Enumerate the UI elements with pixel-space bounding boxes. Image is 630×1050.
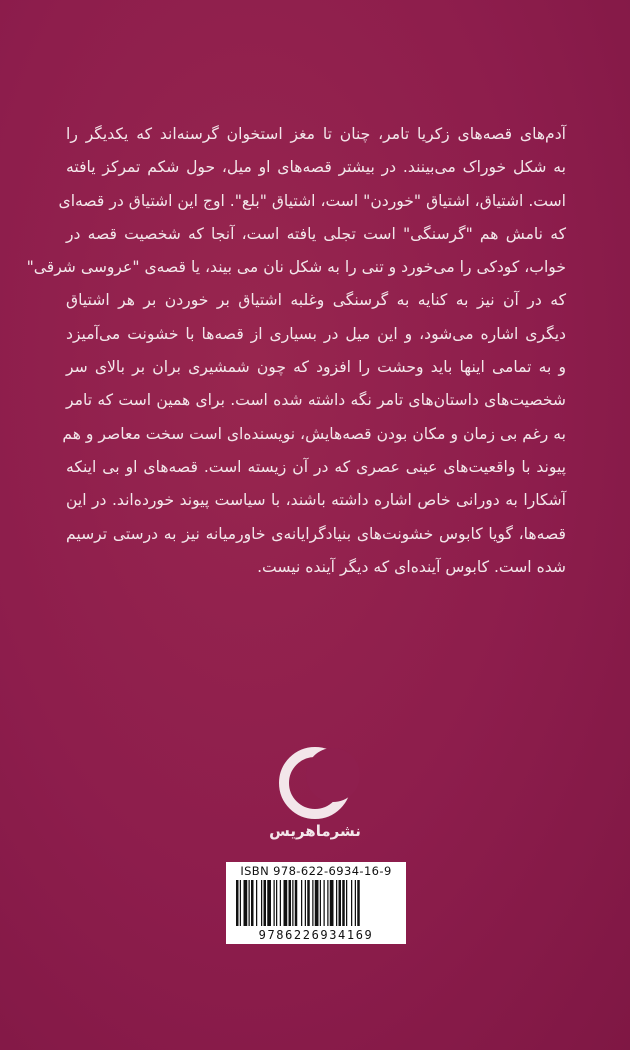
barcode-bar xyxy=(295,880,298,926)
barcode-bar xyxy=(330,880,334,926)
barcode-bar xyxy=(312,880,313,926)
barcode-bar xyxy=(276,880,277,926)
blurb-line: قصه‌ها، گویا کابوس خشونت‌های بنیادگرایانه‌ی خاورمیانه نیز به درستی ترسیم xyxy=(66,524,566,543)
barcode-bar xyxy=(256,880,257,926)
blurb-line: که در آن نیز به کنایه به گرسنگی وغلبه اشتیاق بر خوردن بر هر اشتیاق xyxy=(66,291,566,310)
barcode-bar xyxy=(251,880,254,926)
barcode-bar xyxy=(305,880,306,926)
barcode-bar xyxy=(355,880,356,926)
barcode-bar xyxy=(346,880,347,926)
barcode-bar xyxy=(274,880,275,926)
barcode-bar xyxy=(284,880,288,926)
barcode-bar xyxy=(249,880,250,926)
barcode-bar xyxy=(357,880,360,926)
barcode-bar xyxy=(327,880,328,926)
barcode-bar xyxy=(240,880,241,926)
isbn-barcode xyxy=(226,862,406,944)
barcode-bar xyxy=(320,880,321,926)
blurb-line: و به تمامی اینها باید وحشت را افزود که چون شمشیری بران بر بالای سر xyxy=(66,358,566,377)
blurb-line: به رغم بی زمان و مکان بودن قصه‌هایش، نویسنده‌ای است سخت معاصر و هم xyxy=(62,424,566,443)
barcode-bars xyxy=(234,880,398,926)
barcode-digits: 9786226934169 xyxy=(258,928,374,942)
barcode-bar xyxy=(244,880,248,926)
isbn-label: ISBN 978-622-6934-16-9 xyxy=(240,864,392,878)
blurb-line: خواب، کودکی را می‌خورد و تنی را به شکل نان می بیند، یا قصه‌ی "عروسی شرقی" xyxy=(26,258,566,277)
blurb-line: که نامش هم "گرسنگی" است تجلی یافته است، آنجا که شخصیت قصه در xyxy=(66,224,566,243)
barcode-bar xyxy=(280,880,281,926)
blurb-line: دیگری اشاره می‌شود، و این میل در بسیاری از قصه‌ها با خشونت می‌آمیزد xyxy=(66,324,566,343)
blurb-line: آشکارا به دورانی خاص اشاره داشته باشند، با سیاست پیوند خورده‌اند. در این xyxy=(66,491,566,510)
blurb-line: پیوند با واقعیت‌های عینی عصری که در آن زیسته است. قصه‌های او بی اینکه xyxy=(66,457,566,476)
barcode-bar xyxy=(339,880,342,926)
barcode-bar xyxy=(289,880,292,926)
barcode-bar xyxy=(267,880,271,926)
barcode-bar xyxy=(315,880,319,926)
blurb-line: شخصیت‌های داستان‌های تامر نگه داشته شده است. برای همین است که تامر xyxy=(66,391,566,410)
barcode-bar xyxy=(351,880,352,926)
barcode-bar xyxy=(261,880,262,926)
barcode-bar xyxy=(264,880,267,926)
blurb-line: شده است. کابوس آینده‌ای که دیگر آینده نیست. xyxy=(257,557,566,576)
barcode-bar xyxy=(301,880,302,926)
publisher-name: نشرماهریس xyxy=(269,822,361,840)
blurb-line: است. اشتیاق، اشتیاق "خوردن" است، اشتیاق "بلع". اوج این اشتیاق در قصه‌ای xyxy=(58,191,566,210)
blurb-line: آدم‌های قصه‌های زکریا تامر، چنان تا مغز استخوان گرسنه‌اند که یکدیگر را xyxy=(66,125,566,143)
barcode-bar xyxy=(336,880,337,926)
barcode-bar xyxy=(292,880,293,926)
barcode-bar xyxy=(307,880,310,926)
blurb-line: به شکل خوراک می‌بینند. در بیشتر قصه‌های او میل، حول شکم تمرکز یافته xyxy=(66,158,566,177)
back-cover-blurb xyxy=(26,118,566,584)
barcode-bar xyxy=(324,880,325,926)
barcode-bar xyxy=(236,880,239,926)
barcode-bar xyxy=(342,880,345,926)
